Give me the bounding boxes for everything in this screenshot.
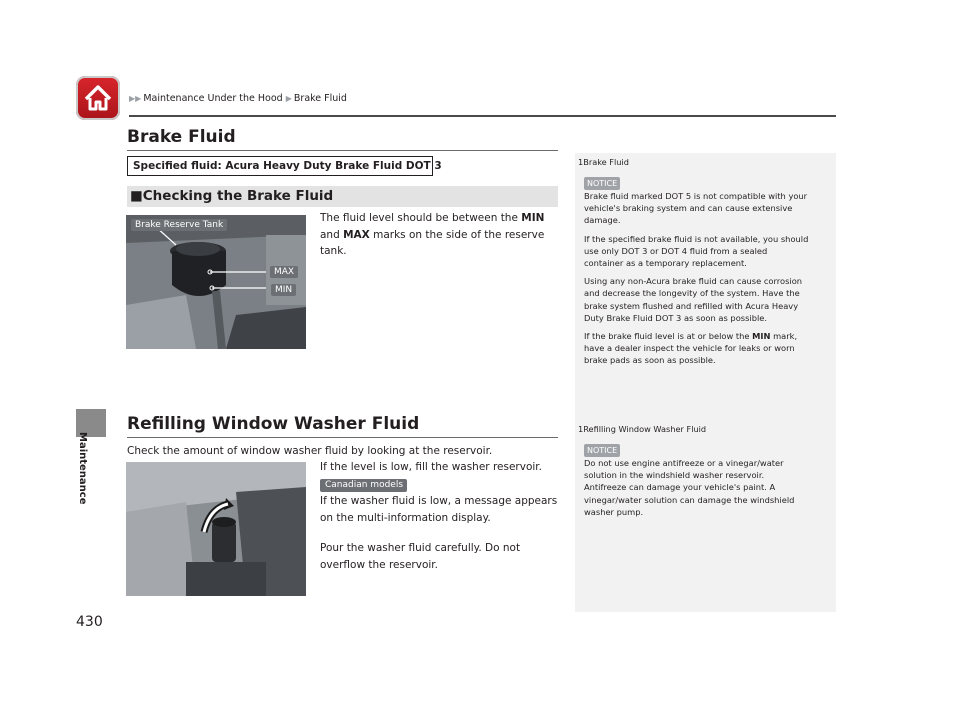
title-rule [127, 437, 558, 438]
page-number: 430 [76, 614, 103, 630]
washer-fluid-title: Refilling Window Washer Fluid [127, 414, 420, 434]
home-button[interactable] [76, 76, 120, 120]
engine-bay-illustration [126, 215, 306, 349]
notice-badge: NOTICE [584, 444, 620, 457]
brake-fluid-title: Brake Fluid [127, 127, 236, 147]
sidebar-brake-heading: 1Brake Fluid [578, 157, 629, 167]
note-ref-icon: 1 [578, 424, 584, 434]
square-bullet-icon: ■ [130, 188, 143, 204]
brake-reserve-tank-image [126, 215, 306, 349]
brake-reserve-tank-label: Brake Reserve Tank [131, 219, 227, 231]
washer-p3: Pour the washer fluid carefully. Do not overflow the reservoir. [320, 542, 521, 571]
title-rule [127, 150, 558, 151]
breadcrumb [129, 93, 347, 104]
breadcrumb-item[interactable]: Maintenance Under the Hood [143, 93, 283, 104]
note-ref-icon: 1 [578, 157, 584, 167]
sidebar-brake-text: Brake fluid marked DOT 5 is not compatible with your vehicle's braking system and can cause extensive damage. If the specified brake fluid is not available, you should use only DOT 3 or DOT 4 fluid from a sealed container as a temporary replacement. Using any non-Acura brake fluid can cause corrosion and decrease the longevity of the system. Have the brake system flushed and refilled with Acura Heavy Duty Brake Fluid DOT 3 as soon as possible. If the brake fluid level is at or below the MIN mark, have a dealer inspect the vehicle for leaks or worn brake pads as soon as possible. [584, 191, 809, 366]
sidebar-washer-text: Do not use engine antifreeze or a vinegar/water solution in the windshield washer reservoir. Antifreeze can damage your vehicle's paint. A vinegar/water solution can damage the windshield washer pump. [584, 458, 795, 517]
checking-brake-fluid-heading: ■Checking the Brake Fluid [130, 188, 334, 204]
breadcrumb-arrow-icon: ▶ [285, 94, 292, 103]
min-mark-label: MIN [271, 284, 296, 296]
max-mark-label: MAX [270, 266, 298, 278]
washer-p2: If the washer fluid is low, a message appears on the multi-information display. [320, 495, 558, 524]
washer-p1: If the level is low, fill the washer reservoir. [320, 461, 542, 473]
home-icon [76, 76, 120, 120]
washer-intro: Check the amount of window washer fluid by looking at the reservoir. [127, 445, 493, 457]
section-tab-label: Maintenance [77, 432, 88, 505]
header-divider [129, 115, 836, 117]
brake-fluid-body: The fluid level should be between the MIN and MAX marks on the side of the reserve tank. [320, 212, 545, 257]
breadcrumb-arrow-icon: ▶▶ [129, 94, 142, 103]
washer-engine-illustration [126, 462, 306, 596]
breadcrumb-item[interactable]: Brake Fluid [293, 93, 347, 104]
notice-badge: NOTICE [584, 177, 620, 190]
sidebar-washer-heading: 1Refilling Window Washer Fluid [578, 424, 707, 434]
washer-reservoir-image [126, 462, 306, 596]
canadian-models-badge: Canadian models [320, 479, 407, 492]
specified-fluid-box: Specified fluid: Acura Heavy Duty Brake Fluid DOT 3 [127, 156, 433, 176]
